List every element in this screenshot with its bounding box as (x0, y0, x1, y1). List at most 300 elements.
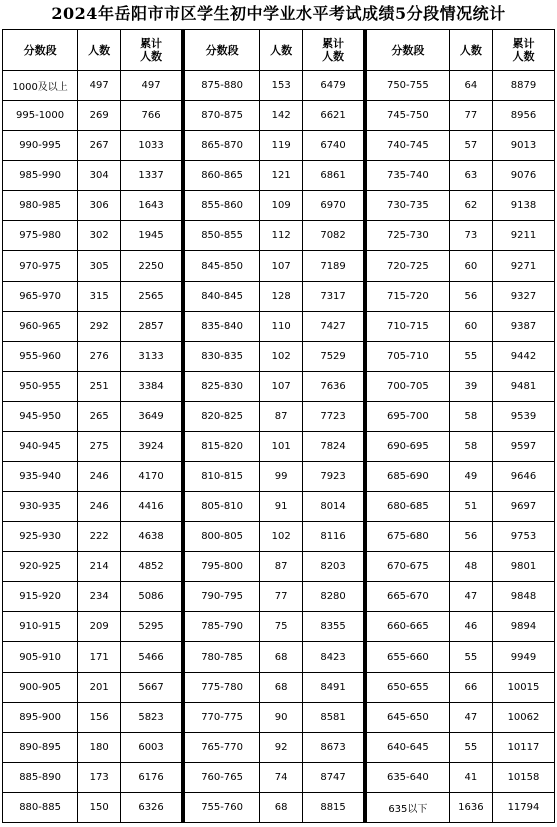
cell-cumulative: 8355 (303, 612, 364, 642)
cell-cumulative: 9894 (492, 612, 554, 642)
cell-cumulative: 7723 (303, 401, 364, 431)
table-row (185, 492, 364, 522)
table-row (185, 672, 364, 702)
cell-count: 68 (260, 672, 303, 702)
cell-range: 960-965 (3, 311, 78, 341)
header-row (185, 30, 364, 71)
cell-cumulative: 3133 (121, 341, 182, 371)
cell-range: 720-725 (367, 251, 450, 281)
cell-cumulative: 8014 (303, 492, 364, 522)
header-cumulative: 累计 人数 (121, 30, 182, 71)
cell-range: 700-705 (367, 371, 450, 401)
cell-cumulative: 5086 (121, 582, 182, 612)
table-row (185, 462, 364, 492)
table-row (367, 582, 555, 612)
cell-cumulative: 5466 (121, 642, 182, 672)
table-row (185, 131, 364, 161)
cell-count: 63 (449, 161, 492, 191)
cell-count: 267 (78, 131, 121, 161)
cell-range: 670-675 (367, 552, 450, 582)
cell-cumulative: 8956 (492, 101, 554, 131)
cell-count: 68 (260, 642, 303, 672)
cell-count: 66 (449, 672, 492, 702)
cell-count: 77 (449, 101, 492, 131)
cell-range: 680-685 (367, 492, 450, 522)
cell-cumulative: 8491 (303, 672, 364, 702)
cell-cumulative: 9387 (492, 311, 554, 341)
cell-cumulative: 3384 (121, 371, 182, 401)
cell-count: 55 (449, 341, 492, 371)
table-row (367, 702, 555, 732)
cell-cumulative: 4416 (121, 492, 182, 522)
cell-range: 965-970 (3, 281, 78, 311)
cell-count: 55 (449, 732, 492, 762)
table-row (185, 582, 364, 612)
cell-cumulative: 9848 (492, 582, 554, 612)
header-cumulative: 累计 人数 (303, 30, 364, 71)
table-row (3, 191, 182, 221)
cell-cumulative: 1945 (121, 221, 182, 251)
cell-count: 68 (260, 792, 303, 822)
table-row (3, 552, 182, 582)
table-row (367, 191, 555, 221)
cell-range: 725-730 (367, 221, 450, 251)
cell-range: 675-680 (367, 522, 450, 552)
table-row (185, 732, 364, 762)
header-row (3, 30, 182, 71)
cell-cumulative: 8203 (303, 552, 364, 582)
table-row (367, 251, 555, 281)
cell-cumulative: 8581 (303, 702, 364, 732)
table-row (185, 762, 364, 792)
cell-cumulative: 9327 (492, 281, 554, 311)
cell-count: 109 (260, 191, 303, 221)
table-row (185, 702, 364, 732)
table-row (367, 792, 555, 822)
cell-range: 885-890 (3, 762, 78, 792)
cell-count: 201 (78, 672, 121, 702)
cell-cumulative: 7189 (303, 251, 364, 281)
cell-range: 915-920 (3, 582, 78, 612)
cell-cumulative: 8673 (303, 732, 364, 762)
cell-count: 110 (260, 311, 303, 341)
table-row (367, 552, 555, 582)
cell-range: 635-640 (367, 762, 450, 792)
cell-cumulative: 11794 (492, 792, 554, 822)
table-row (367, 101, 555, 131)
cell-range: 945-950 (3, 401, 78, 431)
table-row (367, 762, 555, 792)
cell-count: 306 (78, 191, 121, 221)
table-block-1 (2, 29, 184, 823)
cell-range: 890-895 (3, 732, 78, 762)
cell-range: 660-665 (367, 612, 450, 642)
cell-range: 790-795 (185, 582, 260, 612)
header-count: 人数 (449, 30, 492, 71)
cell-count: 39 (449, 371, 492, 401)
cell-count: 112 (260, 221, 303, 251)
cell-range: 980-985 (3, 191, 78, 221)
cell-count: 46 (449, 612, 492, 642)
cell-count: 1636 (449, 792, 492, 822)
cell-range: 835-840 (185, 311, 260, 341)
cell-cumulative: 9646 (492, 462, 554, 492)
cell-count: 156 (78, 702, 121, 732)
table-row (185, 401, 364, 431)
cell-range: 950-955 (3, 371, 78, 401)
cell-range: 650-655 (367, 672, 450, 702)
cell-count: 48 (449, 552, 492, 582)
cell-range: 975-980 (3, 221, 78, 251)
cell-range: 880-885 (3, 792, 78, 822)
cell-cumulative: 6003 (121, 732, 182, 762)
cell-count: 102 (260, 341, 303, 371)
cell-cumulative: 766 (121, 101, 182, 131)
table-row (367, 281, 555, 311)
table-row (3, 792, 182, 822)
table-row (3, 371, 182, 401)
table-row (185, 101, 364, 131)
cell-count: 74 (260, 762, 303, 792)
table-row (3, 642, 182, 672)
cell-range: 745-750 (367, 101, 450, 131)
cell-range: 795-800 (185, 552, 260, 582)
table-row (3, 401, 182, 431)
table-row (185, 642, 364, 672)
cell-cumulative: 9753 (492, 522, 554, 552)
cell-range: 955-960 (3, 341, 78, 371)
cell-range: 840-845 (185, 281, 260, 311)
table-block-2 (184, 29, 366, 823)
cell-range: 635以下 (367, 792, 450, 822)
cell-range: 765-770 (185, 732, 260, 762)
cell-count: 107 (260, 371, 303, 401)
cell-cumulative: 6479 (303, 71, 364, 101)
table-row (367, 401, 555, 431)
cell-cumulative: 6740 (303, 131, 364, 161)
cell-cumulative: 10015 (492, 672, 554, 702)
table-row (185, 431, 364, 461)
table-row (3, 71, 182, 101)
cell-count: 56 (449, 522, 492, 552)
table-row (367, 612, 555, 642)
cell-count: 246 (78, 462, 121, 492)
cell-range: 865-870 (185, 131, 260, 161)
cell-count: 58 (449, 401, 492, 431)
score-distribution-grid (2, 29, 555, 823)
table-block-3 (366, 29, 555, 823)
cell-count: 302 (78, 221, 121, 251)
cell-count: 292 (78, 311, 121, 341)
cell-cumulative: 10158 (492, 762, 554, 792)
cell-cumulative: 9211 (492, 221, 554, 251)
cell-range: 850-855 (185, 221, 260, 251)
cell-count: 497 (78, 71, 121, 101)
cell-range: 930-935 (3, 492, 78, 522)
cell-cumulative: 2857 (121, 311, 182, 341)
cell-count: 119 (260, 131, 303, 161)
header-range: 分数段 (185, 30, 260, 71)
cell-count: 153 (260, 71, 303, 101)
table-row (3, 732, 182, 762)
cell-range: 805-810 (185, 492, 260, 522)
cell-range: 755-760 (185, 792, 260, 822)
cell-range: 910-915 (3, 612, 78, 642)
table-row (3, 762, 182, 792)
page-title: 2024年岳阳市市区学生初中学业水平考试成绩5分段情况统计 (51, 4, 506, 23)
cell-cumulative: 7317 (303, 281, 364, 311)
cell-range: 830-835 (185, 341, 260, 371)
table-row (367, 522, 555, 552)
cell-count: 60 (449, 251, 492, 281)
table-row (3, 522, 182, 552)
table-row (185, 311, 364, 341)
cell-range: 900-905 (3, 672, 78, 702)
cell-range: 940-945 (3, 431, 78, 461)
cell-count: 269 (78, 101, 121, 131)
cell-count: 276 (78, 341, 121, 371)
cell-cumulative: 7427 (303, 311, 364, 341)
cell-count: 251 (78, 371, 121, 401)
table-row (367, 462, 555, 492)
cell-cumulative: 6970 (303, 191, 364, 221)
table-row (185, 522, 364, 552)
cell-count: 51 (449, 492, 492, 522)
cell-range: 995-1000 (3, 101, 78, 131)
cell-cumulative: 8815 (303, 792, 364, 822)
table-row (3, 311, 182, 341)
cell-range: 770-775 (185, 702, 260, 732)
cell-count: 304 (78, 161, 121, 191)
table-row (185, 792, 364, 822)
cell-range: 780-785 (185, 642, 260, 672)
cell-range: 990-995 (3, 131, 78, 161)
cell-range: 815-820 (185, 431, 260, 461)
cell-cumulative: 7082 (303, 221, 364, 251)
cell-count: 315 (78, 281, 121, 311)
cell-count: 102 (260, 522, 303, 552)
cell-range: 895-900 (3, 702, 78, 732)
cell-count: 171 (78, 642, 121, 672)
cell-range: 655-660 (367, 642, 450, 672)
cell-count: 209 (78, 612, 121, 642)
cell-cumulative: 1643 (121, 191, 182, 221)
cell-cumulative: 6621 (303, 101, 364, 131)
cell-count: 56 (449, 281, 492, 311)
table-row (367, 341, 555, 371)
cell-range: 690-695 (367, 431, 450, 461)
cell-cumulative: 9697 (492, 492, 554, 522)
table-row (185, 371, 364, 401)
cell-range: 775-780 (185, 672, 260, 702)
table-row (3, 221, 182, 251)
cell-range: 715-720 (367, 281, 450, 311)
cell-range: 705-710 (367, 341, 450, 371)
table-row (3, 251, 182, 281)
cell-count: 142 (260, 101, 303, 131)
cell-count: 49 (449, 462, 492, 492)
cell-cumulative: 9539 (492, 401, 554, 431)
table-row (367, 221, 555, 251)
cell-cumulative: 2565 (121, 281, 182, 311)
cell-range: 810-815 (185, 462, 260, 492)
header-count: 人数 (78, 30, 121, 71)
header-row (367, 30, 555, 71)
cell-range: 905-910 (3, 642, 78, 672)
table-row (185, 612, 364, 642)
cell-cumulative: 5823 (121, 702, 182, 732)
cell-count: 62 (449, 191, 492, 221)
cell-count: 101 (260, 431, 303, 461)
cell-cumulative: 10117 (492, 732, 554, 762)
cell-range: 695-700 (367, 401, 450, 431)
cell-cumulative: 8280 (303, 582, 364, 612)
cell-count: 173 (78, 762, 121, 792)
table-row (3, 161, 182, 191)
header-range: 分数段 (367, 30, 450, 71)
table-row (367, 161, 555, 191)
cell-count: 58 (449, 431, 492, 461)
table-row (367, 311, 555, 341)
cell-cumulative: 9801 (492, 552, 554, 582)
cell-cumulative: 6861 (303, 161, 364, 191)
cell-range: 860-865 (185, 161, 260, 191)
cell-count: 87 (260, 401, 303, 431)
cell-count: 121 (260, 161, 303, 191)
cell-count: 60 (449, 311, 492, 341)
table-row (367, 732, 555, 762)
cell-range: 870-875 (185, 101, 260, 131)
cell-count: 150 (78, 792, 121, 822)
cell-cumulative: 5295 (121, 612, 182, 642)
cell-cumulative: 8879 (492, 71, 554, 101)
cell-cumulative: 497 (121, 71, 182, 101)
cell-range: 825-830 (185, 371, 260, 401)
table-row (185, 161, 364, 191)
cell-range: 665-670 (367, 582, 450, 612)
cell-count: 55 (449, 642, 492, 672)
cell-count: 64 (449, 71, 492, 101)
cell-cumulative: 9013 (492, 131, 554, 161)
table-row (185, 71, 364, 101)
cell-cumulative: 9138 (492, 191, 554, 221)
header-count: 人数 (260, 30, 303, 71)
cell-range: 925-930 (3, 522, 78, 552)
table-row (367, 492, 555, 522)
cell-cumulative: 7923 (303, 462, 364, 492)
cell-range: 785-790 (185, 612, 260, 642)
table-row (185, 221, 364, 251)
cell-count: 99 (260, 462, 303, 492)
table-row (185, 251, 364, 281)
cell-range: 740-745 (367, 131, 450, 161)
cell-range: 920-925 (3, 552, 78, 582)
cell-count: 180 (78, 732, 121, 762)
cell-range: 730-735 (367, 191, 450, 221)
table-row (3, 131, 182, 161)
table-row (3, 341, 182, 371)
table-row (367, 642, 555, 672)
cell-cumulative: 1337 (121, 161, 182, 191)
cell-count: 275 (78, 431, 121, 461)
cell-cumulative: 8747 (303, 762, 364, 792)
table-row (3, 672, 182, 702)
table-row (3, 492, 182, 522)
cell-cumulative: 2250 (121, 251, 182, 281)
table-row (367, 672, 555, 702)
cell-range: 735-740 (367, 161, 450, 191)
cell-range: 640-645 (367, 732, 450, 762)
cell-range: 985-990 (3, 161, 78, 191)
table-row (3, 702, 182, 732)
table-row (367, 71, 555, 101)
cell-cumulative: 9076 (492, 161, 554, 191)
cell-cumulative: 3649 (121, 401, 182, 431)
table-row (185, 552, 364, 582)
cell-range: 875-880 (185, 71, 260, 101)
cell-count: 73 (449, 221, 492, 251)
cell-cumulative: 9481 (492, 371, 554, 401)
table-row (185, 281, 364, 311)
header-cumulative: 累计 人数 (492, 30, 554, 71)
cell-cumulative: 4170 (121, 462, 182, 492)
table-row (3, 462, 182, 492)
cell-cumulative: 1033 (121, 131, 182, 161)
table-row (367, 371, 555, 401)
cell-range: 855-860 (185, 191, 260, 221)
table-row (3, 612, 182, 642)
cell-cumulative: 8423 (303, 642, 364, 672)
cell-count: 214 (78, 552, 121, 582)
header-range: 分数段 (3, 30, 78, 71)
cell-range: 710-715 (367, 311, 450, 341)
cell-count: 57 (449, 131, 492, 161)
cell-range: 845-850 (185, 251, 260, 281)
cell-count: 87 (260, 552, 303, 582)
cell-count: 234 (78, 582, 121, 612)
cell-cumulative: 5667 (121, 672, 182, 702)
cell-cumulative: 6176 (121, 762, 182, 792)
cell-cumulative: 7529 (303, 341, 364, 371)
cell-count: 128 (260, 281, 303, 311)
cell-range: 820-825 (185, 401, 260, 431)
cell-cumulative: 9442 (492, 341, 554, 371)
cell-count: 75 (260, 612, 303, 642)
cell-count: 107 (260, 251, 303, 281)
cell-count: 222 (78, 522, 121, 552)
cell-count: 305 (78, 251, 121, 281)
cell-cumulative: 6326 (121, 792, 182, 822)
table-row (367, 431, 555, 461)
cell-count: 90 (260, 702, 303, 732)
cell-range: 685-690 (367, 462, 450, 492)
cell-cumulative: 10062 (492, 702, 554, 732)
cell-range: 1000及以上 (3, 71, 78, 101)
cell-count: 41 (449, 762, 492, 792)
table-row (185, 341, 364, 371)
cell-range: 935-940 (3, 462, 78, 492)
table-row (3, 431, 182, 461)
cell-count: 92 (260, 732, 303, 762)
cell-cumulative: 9949 (492, 642, 554, 672)
cell-cumulative: 9597 (492, 431, 554, 461)
cell-count: 265 (78, 401, 121, 431)
cell-range: 760-765 (185, 762, 260, 792)
cell-cumulative: 8116 (303, 522, 364, 552)
cell-range: 645-650 (367, 702, 450, 732)
table-row (3, 582, 182, 612)
cell-cumulative: 7824 (303, 431, 364, 461)
